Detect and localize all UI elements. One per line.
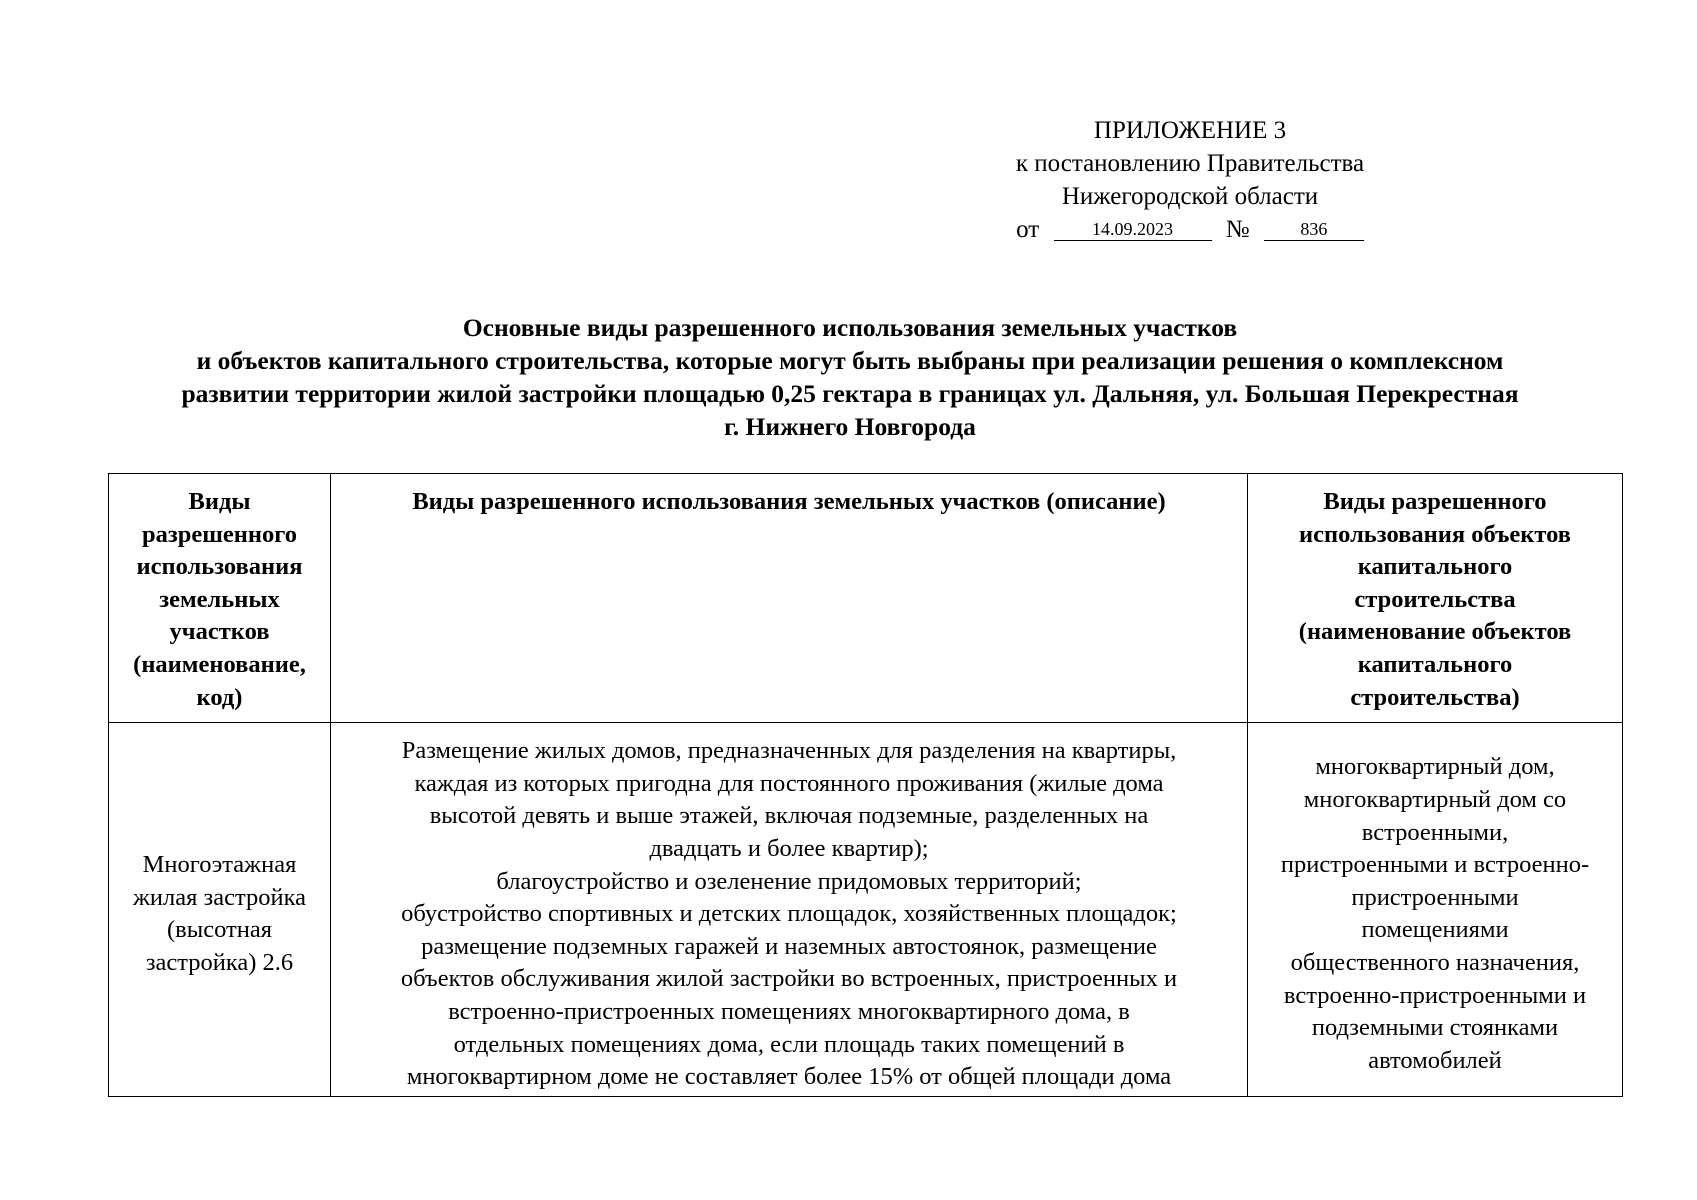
- cell-text: встроенными,: [1361, 818, 1509, 846]
- header-text: код): [196, 683, 243, 711]
- header-land-use-description: [331, 474, 1248, 723]
- cell-text: (высотная: [167, 916, 272, 944]
- cell-text: пристроенными и встроенно-: [1280, 851, 1590, 879]
- table-header-row: [109, 474, 1623, 723]
- cell-text: обустройство спортивных и детских площадок, хозяйственных площадок;: [401, 900, 1177, 928]
- cell-text: многоквартирный дом со: [1303, 786, 1567, 814]
- header-text: использования: [136, 553, 303, 581]
- cell-text: пристроенными: [1351, 883, 1519, 911]
- cell-text: встроенно-пристроенных помещениях многоквартирного дома, в: [448, 997, 1130, 1025]
- cell-land-use-name: [109, 723, 331, 1097]
- appendix-reference: к постановлению Правительства: [1015, 150, 1365, 177]
- appendix-date-line: [960, 213, 1420, 246]
- cell-text: каждая из которых пригодна для постоянного проживания (жилые дома: [414, 769, 1164, 797]
- header-text: использования объектов: [1299, 520, 1571, 548]
- header-land-use-name: [109, 474, 331, 723]
- header-text: Виды разрешенного использования земельных участков (описание): [412, 488, 1166, 515]
- header-text: капитального: [1357, 553, 1513, 581]
- header-text: земельных: [159, 585, 280, 613]
- cell-text: размещение подземных гаражей и наземных автостоянок, размещение: [421, 932, 1157, 960]
- cell-text: двадцать и более квартир);: [649, 834, 929, 862]
- title-line: развитии территории жилой застройки площадью 0,25 гектара в границах ул. Дальняя, ул. Большая Перекрестная: [181, 379, 1519, 408]
- cell-text: автомобилей: [1368, 1046, 1502, 1074]
- header-text: строительства): [1350, 683, 1520, 711]
- cell-text: застройка) 2.6: [145, 949, 294, 977]
- document-title: [100, 311, 1600, 443]
- header-text: (наименование объектов: [1298, 618, 1572, 646]
- cell-text: объектов обслуживания жилой застройки во встроенных, пристроенных и: [400, 965, 1178, 993]
- cell-text: встроенно-пристроенными и: [1283, 981, 1587, 1009]
- header-text: Виды: [188, 488, 251, 515]
- cell-land-use-description: [331, 723, 1248, 1097]
- title-line: Основные виды разрешенного использования земельных участков: [462, 313, 1238, 342]
- cell-capital-objects: [1248, 723, 1623, 1097]
- appendix-region: Нижегородской области: [1061, 183, 1319, 210]
- cell-text: отдельных помещениях дома, если площадь таких помещений в: [453, 1030, 1125, 1058]
- title-line: г. Нижнего Новгорода: [724, 412, 976, 441]
- number-sign: №: [1225, 216, 1250, 243]
- header-text: разрешенного: [141, 520, 298, 548]
- title-line: и объектов капитального строительства, которые могут быть выбраны при реализации решения о комплексном: [196, 346, 1504, 375]
- header-text: Виды разрешенного: [1323, 488, 1547, 515]
- cell-text: многоквартирном доме не составляет более 15% от общей площади дома: [406, 1063, 1172, 1091]
- cell-text: общественного назначения,: [1290, 949, 1580, 977]
- cell-text: Размещение жилых домов, предназначенных для разделения на квартиры,: [401, 737, 1177, 765]
- header-text: капитального: [1357, 650, 1513, 678]
- cell-text: Многоэтажная: [142, 851, 297, 879]
- cell-text: благоустройство и озеленение придомовых территорий;: [496, 867, 1082, 895]
- cell-text: помещениями: [1361, 916, 1509, 944]
- header-text: (наименование,: [133, 650, 306, 678]
- date-field: 14.09.2023: [1054, 218, 1212, 241]
- header-text: строительства: [1354, 585, 1516, 613]
- land-use-table: [108, 473, 1623, 1097]
- appendix-heading: ПРИЛОЖЕНИЕ 3: [1093, 117, 1287, 144]
- appendix-block: [960, 114, 1420, 246]
- cell-text: подземными стоянками: [1311, 1014, 1559, 1042]
- number-field: 836: [1264, 218, 1364, 241]
- date-prefix: от: [1016, 216, 1040, 243]
- table-row: [109, 723, 1623, 1097]
- header-capital-objects: [1248, 474, 1623, 723]
- cell-text: многоквартирный дом,: [1315, 753, 1555, 781]
- cell-text: высотой девять и выше этажей, включая подземные, разделенных на: [429, 802, 1149, 830]
- header-text: участков: [169, 618, 270, 646]
- cell-text: жилая застройка: [133, 883, 306, 911]
